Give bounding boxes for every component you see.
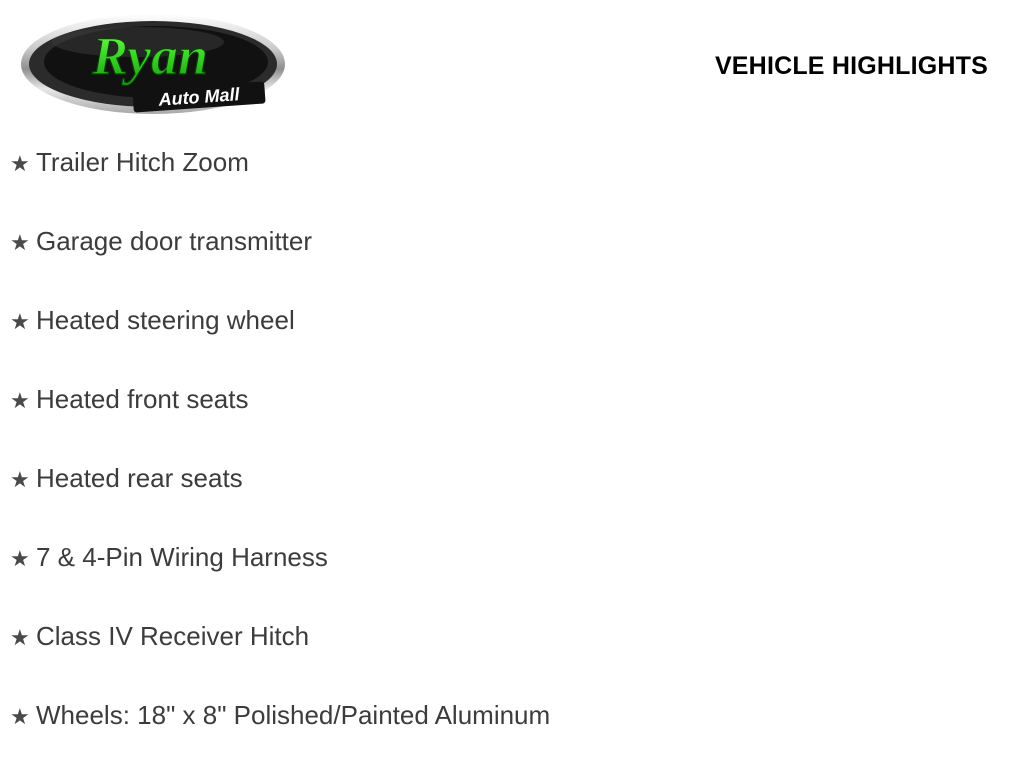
highlight-label: Garage door transmitter <box>36 226 313 256</box>
list-item <box>0 385 1024 464</box>
highlight-label: Wheels: 18" x 8" Polished/Painted Aluminum <box>36 700 551 730</box>
highlight-label: 7 & 4-Pin Wiring Harness <box>36 542 328 572</box>
ryan-auto-mall-logo <box>18 8 288 120</box>
page-header <box>0 0 1024 130</box>
star-icon: ★ <box>10 388 30 413</box>
star-icon: ★ <box>10 625 30 650</box>
star-icon: ★ <box>10 309 30 334</box>
highlight-label: Trailer Hitch Zoom <box>36 147 249 177</box>
highlight-label: Heated steering wheel <box>36 305 295 335</box>
svg-text:Auto Mall: Auto Mall <box>157 84 241 110</box>
list-item <box>0 543 1024 622</box>
highlight-label: Heated front seats <box>36 384 249 414</box>
highlight-label: Heated rear seats <box>36 463 243 493</box>
svg-text:Ryan: Ryan <box>91 26 209 86</box>
list-item <box>0 148 1024 227</box>
list-item <box>0 306 1024 385</box>
vehicle-highlights-list <box>0 148 1024 780</box>
star-icon: ★ <box>10 151 30 176</box>
star-icon: ★ <box>10 546 30 571</box>
star-icon: ★ <box>10 230 30 255</box>
list-item <box>0 464 1024 543</box>
highlight-label: Class IV Receiver Hitch <box>36 621 310 651</box>
star-icon: ★ <box>10 704 30 729</box>
page-title: VEHICLE HIGHLIGHTS <box>714 52 988 80</box>
list-item <box>0 227 1024 306</box>
list-item <box>0 701 1024 780</box>
star-icon: ★ <box>10 467 30 492</box>
list-item <box>0 622 1024 701</box>
